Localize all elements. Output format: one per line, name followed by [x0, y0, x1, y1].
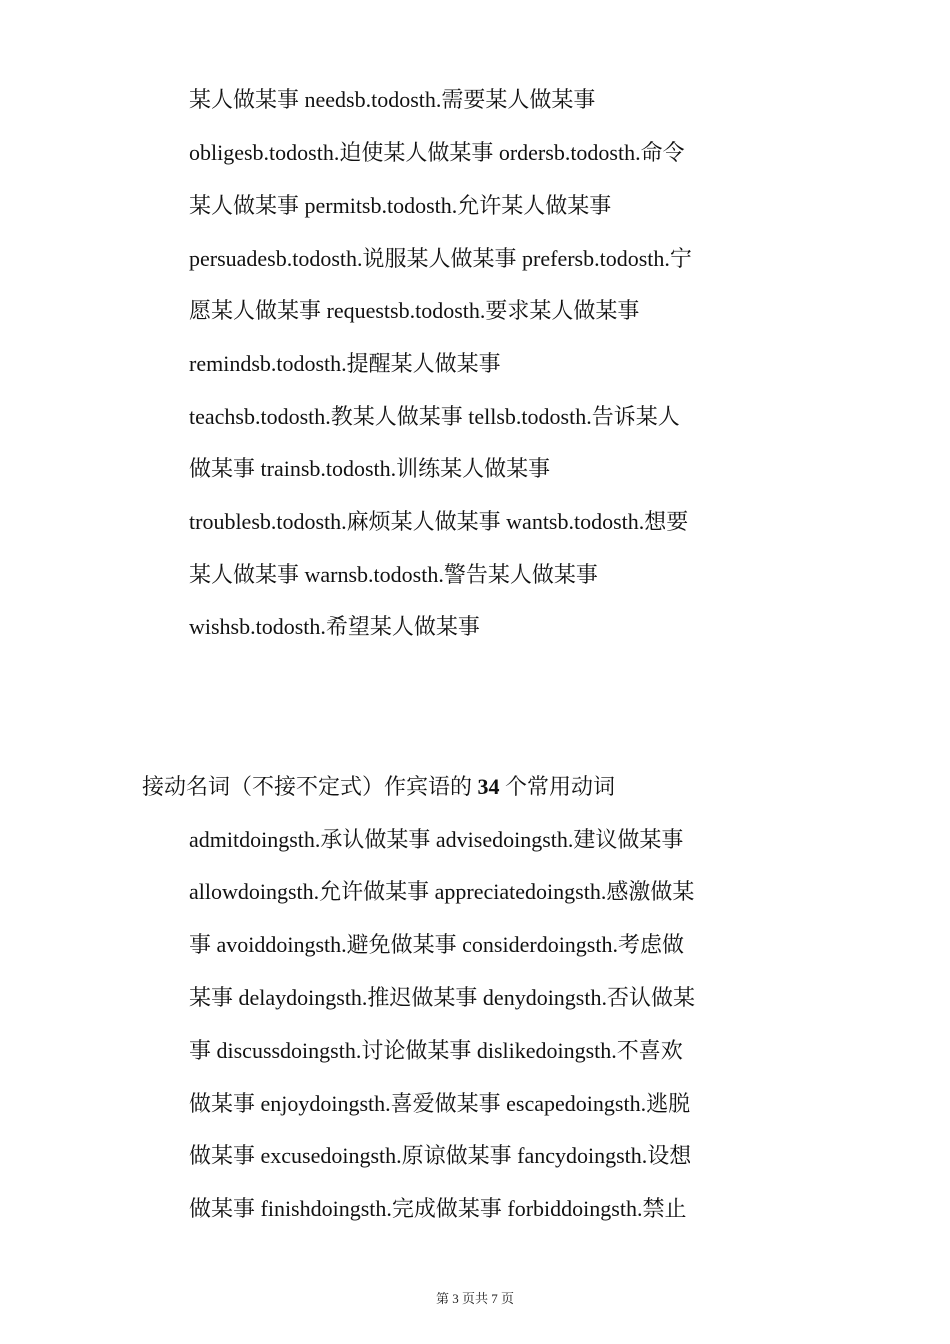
text-line: 某人做某事 permitsb.todosth.允许某人做某事 [189, 193, 612, 218]
text-line: 做某事 enjoydoingsth.喜爱做某事 escapedoingsth.逃脱 [189, 1091, 691, 1116]
text-line: 事 discussdoingsth.讨论做某事 dislikedoingsth.不喜欢 [189, 1038, 683, 1063]
text-line: persuadesb.todosth.说服某人做某事 prefersb.todosth.宁 [189, 246, 692, 271]
text-line: 做某事 excusedoingsth.原谅做某事 fancydoingsth.设想 [189, 1143, 692, 1168]
text-line: 做某事 finishdoingsth.完成做某事 forbiddoingsth.禁止 [189, 1196, 687, 1221]
text-line: 某事 delaydoingsth.推迟做某事 denydoingsth.否认做某 [189, 985, 695, 1010]
heading-text: 接动名词（不接不定式）作宾语的 [142, 774, 478, 799]
text-line: remindsb.todosth.提醒某人做某事 [189, 351, 501, 376]
text-line: 做某事 trainsb.todosth.训练某人做某事 [189, 456, 551, 481]
text-line: wishsb.todosth.希望某人做某事 [189, 614, 480, 639]
text-line: troublesb.todosth.麻烦某人做某事 wantsb.todosth.想要 [189, 509, 689, 534]
heading-count: 34 [477, 774, 500, 799]
section-heading [142, 772, 615, 802]
text-line: obligesb.todosth.迫使某人做某事 ordersb.todosth.命令 [189, 140, 685, 165]
text-line: 某人做某事 warnsb.todosth.警告某人做某事 [189, 562, 598, 587]
text-line: 某人做某事 needsb.todosth.需要某人做某事 [189, 87, 596, 112]
text-line: 事 avoiddoingsth.避免做某事 considerdoingsth.考虑做 [189, 932, 684, 957]
text-line: allowdoingsth.允许做某事 appreciatedoingsth.感激做某 [189, 879, 695, 904]
text-line: 愿某人做某事 requestsb.todosth.要求某人做某事 [189, 298, 640, 323]
heading-text: 个常用动词 [499, 774, 616, 799]
text-line: admitdoingsth.承认做某事 advisedoingsth.建议做某事 [189, 827, 684, 852]
page-footer: 第 3 页共 7 页 [435, 1291, 514, 1306]
text-line: teachsb.todosth.教某人做某事 tellsb.todosth.告诉某人 [189, 404, 680, 429]
